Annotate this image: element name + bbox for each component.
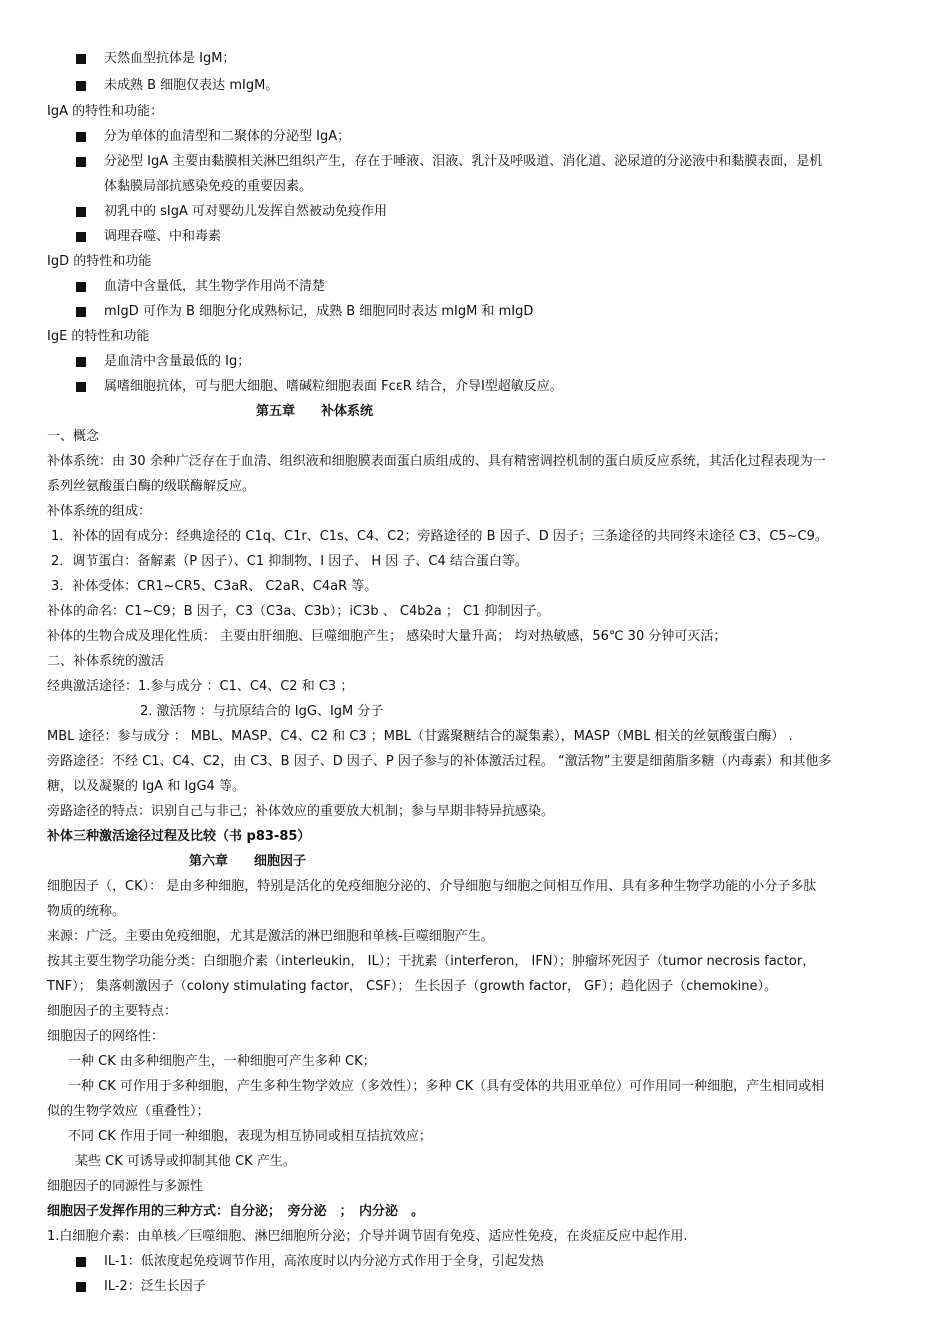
chapter-title: 第六章 细胞因子 bbox=[189, 854, 307, 869]
bullet-icon bbox=[76, 382, 86, 392]
section-heading: IgE 的特性和功能 bbox=[47, 329, 150, 344]
text: 初乳中的 sIgA 可对婴幼儿发挥自然被动免疫作用 bbox=[104, 204, 388, 219]
paragraph-line: 物质的统称。 bbox=[47, 904, 126, 919]
text: 天然血型抗体是 IgM； bbox=[104, 51, 236, 66]
paragraph-line: 来源：广泛。主要由免疫细胞，尤其是激活的淋巴细胞和单核-巨噬细胞产生。 bbox=[47, 929, 494, 944]
chapter-title: 第五章 补体系统 bbox=[256, 404, 374, 419]
bullet-icon bbox=[76, 81, 86, 91]
paragraph-line: 细胞因子的网络性： bbox=[47, 1029, 165, 1044]
paragraph-line: 按其主要生物学功能分类：白细胞介素（interleukin， IL）；干扰素（interferon， IFN）；肿瘤坏死因子（tumor necrosis factor， bbox=[47, 954, 816, 969]
paragraph-line: 补体系统的组成： bbox=[47, 504, 152, 519]
text: 未成熟 B 细胞仅表达 mIgM。 bbox=[104, 78, 279, 93]
numbered-item: 1．补体的固有成分：经典途径的 C1q、C1r、C1s、C4、C2；旁路途径的 B 因子、D 因子；三条途径的共同终末途径 C3、C5~C9。 bbox=[51, 529, 828, 544]
bullet-icon bbox=[76, 132, 86, 142]
paragraph-line: 旁路途径的特点：识别自己与非己；补体效应的重要放大机制；参与早期非特异抗感染。 bbox=[47, 804, 555, 819]
paragraph-line: 1.白细胞介素：由单核／巨噬细胞、淋巴细胞所分泌；介导并调节固有免疫、适应性免疫，在炎症反应中起作用. bbox=[47, 1229, 688, 1244]
paragraph-line: 补体的命名：C1~C9；B 因子，C3（C3a、C3b）；iC3b 、 C4b2a ； C1 抑制因子。 bbox=[47, 604, 550, 619]
bold-heading: 细胞因子发挥作用的三种方式：自分泌； 旁分泌 ； 内分泌 。 bbox=[47, 1204, 425, 1219]
paragraph-line: TNF）； 集落刺激因子（colony stimulating factor， CSF）； 生长因子（growth factor， GF）；趋化因子（chemokine）。 bbox=[47, 979, 777, 994]
paragraph-line: 某些 CK 可诱导或抑制其他 CK 产生。 bbox=[75, 1154, 296, 1169]
bullet-icon bbox=[76, 232, 86, 242]
section-heading: 一、概念 bbox=[47, 429, 100, 444]
bullet-icon bbox=[76, 54, 86, 64]
numbered-item: 3．补体受体：CR1~CR5、C3aR、 C2aR、C4aR 等。 bbox=[51, 579, 378, 594]
paragraph-line: 细胞因子的主要特点： bbox=[47, 1004, 178, 1019]
paragraph-line: 一种 CK 由多种细胞产生，一种细胞可产生多种 CK； bbox=[68, 1054, 376, 1069]
paragraph-line: 似的生物学效应（重叠性）； bbox=[47, 1104, 210, 1119]
text: 调理吞噬、中和毒素 bbox=[104, 229, 222, 244]
paragraph-line: 旁路途径：不经 C1、C4、C2，由 C3、B 因子、D 因子、P 因子参与的补体激活过程。 “激活物”主要是细菌脂多糖（内毒素）和其他多 bbox=[47, 754, 832, 769]
text: 分为单体的血清型和二聚体的分泌型 IgA； bbox=[104, 129, 351, 144]
text: IL-2：泛生长因子 bbox=[104, 1279, 206, 1294]
paragraph-line: 2. 激活物 ：与抗原结合的 IgG、IgM 分子 bbox=[140, 704, 384, 719]
paragraph-line: 系列丝氨酸蛋白酶的级联酶解反应。 bbox=[47, 479, 256, 494]
paragraph-line: 经典激活途径：1.参与成分 ：C1、C4、C2 和 C3 ； bbox=[47, 679, 354, 694]
paragraph-line: 糖，以及凝聚的 IgA 和 IgG4 等。 bbox=[47, 779, 245, 794]
bullet-icon bbox=[76, 157, 86, 167]
paragraph-line: 不同 CK 作用于同一种细胞，表现为相互协同或相互拮抗效应； bbox=[68, 1129, 432, 1144]
text: 是血清中含量最低的 Ig； bbox=[104, 354, 251, 369]
paragraph-line: 一种 CK 可作用于多种细胞，产生多种生物学效应（多效性）；多种 CK（具有受体的共用亚单位）可作用同一种细胞，产生相同或相 bbox=[68, 1079, 825, 1094]
text: IL-1：低浓度起免疫调节作用，高浓度时以内分泌方式作用于全身，引起发热 bbox=[104, 1254, 544, 1269]
section-heading: IgA 的特性和功能： bbox=[47, 104, 164, 119]
text: 体黏膜局部抗感染免疫的重要因素。 bbox=[104, 179, 313, 194]
section-heading: IgD 的特性和功能 bbox=[47, 254, 152, 269]
bullet-icon bbox=[76, 1282, 86, 1292]
text: 属嗜细胞抗体，可与肥大细胞、嗜碱粒细胞表面 FcεR 结合，介导Ⅰ型超敏反应。 bbox=[104, 379, 563, 394]
paragraph-line: 细胞因子（，CK）： 是由多种细胞，特别是活化的免疫细胞分泌的、介导细胞与细胞之间相互作用、具有多种生物学功能的小分子多肽 bbox=[47, 879, 817, 894]
bullet-icon bbox=[76, 357, 86, 367]
paragraph-line: MBL 途径：参与成分 ： MBL、MASP、C4、C2 和 C3 ；MBL（甘露聚糖结合的凝集素），MASP（MBL 相关的丝氨酸蛋白酶） . bbox=[47, 729, 793, 744]
paragraph-line: 补体的生物合成及理化性质： 主要由肝细胞、巨噬细胞产生； 感染时大量升高； 均对热敏感，56℃ 30 分钟可灭活； bbox=[47, 629, 727, 644]
bullet-icon bbox=[76, 282, 86, 292]
text: mIgD 可作为 B 细胞分化成熟标记，成熟 B 细胞同时表达 mIgM 和 mIgD bbox=[104, 304, 534, 319]
bullet-icon bbox=[76, 207, 86, 217]
text: 血清中含量低，其生物学作用尚不清楚 bbox=[104, 279, 326, 294]
bullet-icon bbox=[76, 1257, 86, 1267]
bold-heading: 补体三种激活途径过程及比较（书 p83-85） bbox=[47, 829, 311, 844]
bullet-icon bbox=[76, 307, 86, 317]
paragraph-line: 补体系统：由 30 余种广泛存在于血清、组织液和细胞膜表面蛋白质组成的、具有精密调控机制的蛋白质反应系统，其活化过程表现为一 bbox=[47, 454, 826, 469]
section-heading: 二、补体系统的激活 bbox=[47, 654, 165, 669]
text: 分泌型 IgA 主要由黏膜相关淋巴组织产生，存在于唾液、泪液、乳汁及呼吸道、消化道、泌尿道的分泌液中和黏膜表面，是机 bbox=[104, 154, 823, 169]
numbered-item: 2．调节蛋白：备解素（P 因子）、C1 抑制物、I 因子、 H 因 子、C4 结合蛋白等。 bbox=[51, 554, 528, 569]
paragraph-line: 细胞因子的同源性与多源性 bbox=[47, 1179, 204, 1194]
